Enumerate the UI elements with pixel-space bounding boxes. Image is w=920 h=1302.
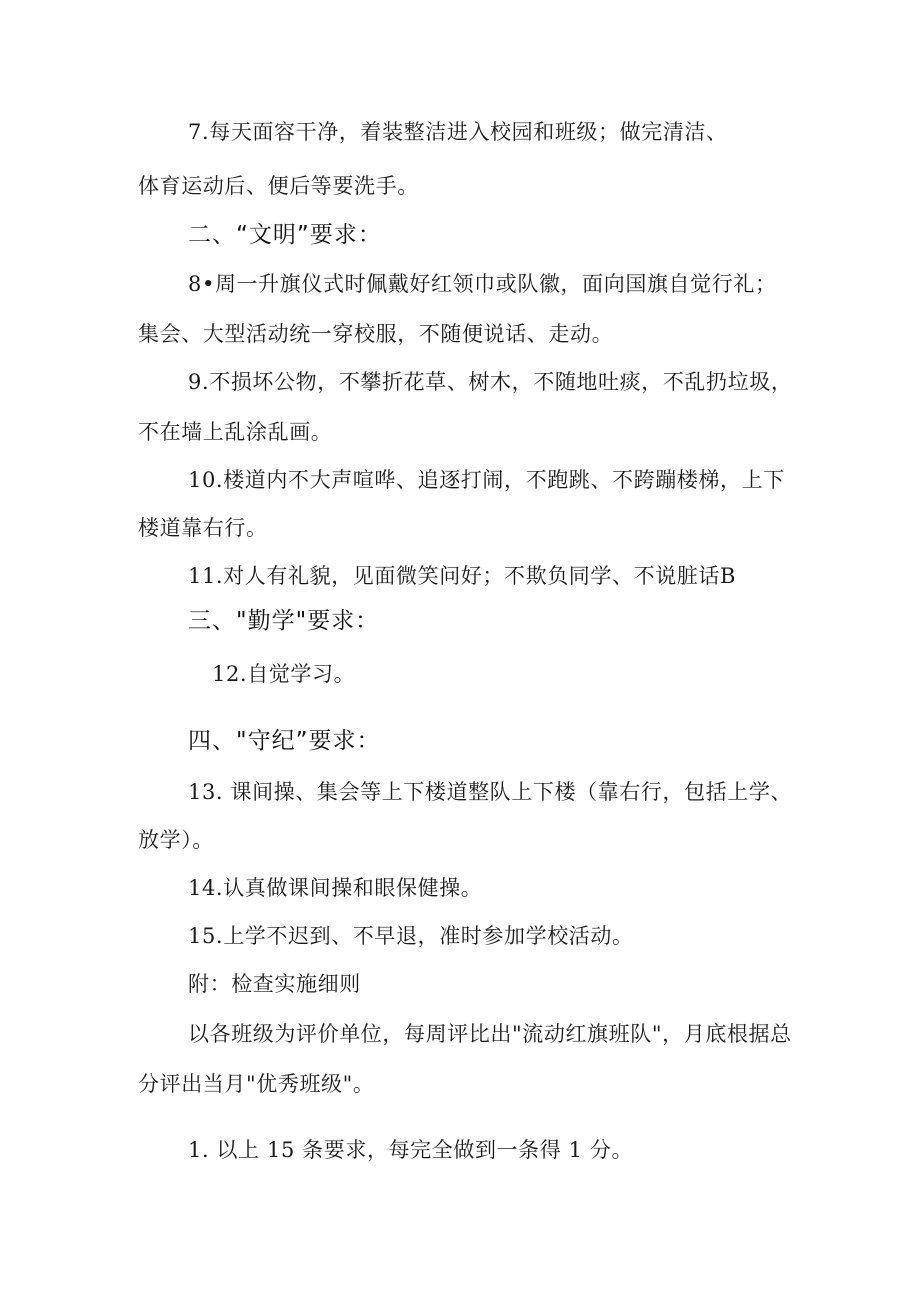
rule-10-line-2: 楼道靠右行。 — [138, 516, 268, 540]
rule-10-line-1: 10.楼道内不大声喧哗、追逐打闹，不跑跳、不跨蹦楼梯，上下 — [188, 468, 785, 492]
section-heading-civility: 二、“文明”要求： — [188, 222, 382, 248]
rule-7-line-1: 7.每天面容干净，着装整洁进入校园和班级；做完清洁、 — [188, 120, 728, 144]
appendix-paragraph-line-2: 分评出当月"优秀班级"。 — [138, 1072, 375, 1096]
section-heading-diligence: 三、"勤学"要求： — [188, 608, 380, 634]
scoring-item-1: 1. 以上 15 条要求，每完全做到一条得 1 分。 — [188, 1138, 634, 1162]
section-heading-discipline: 四、"守纪”要求： — [188, 728, 381, 754]
rule-15: 15.上学不迟到、不早退，准时参加学校活动。 — [188, 924, 634, 948]
rule-12: 12.自觉学习。 — [212, 662, 356, 686]
rule-13-line-1: 13. 课间操、集会等上下楼道整队上下楼（靠右行，包括上学、 — [188, 780, 793, 804]
rule-14: 14.认真做课间操和眼保健操。 — [188, 876, 483, 900]
rule-7-line-2: 体育运动后、便后等要洗手。 — [138, 174, 419, 198]
rule-11: 11.对人有礼貌，见面微笑问好；不欺负同学、不说脏话B — [188, 564, 737, 588]
appendix-title: 附：检查实施细则 — [188, 972, 361, 996]
rule-9-line-2: 不在墙上乱涂乱画。 — [138, 420, 333, 444]
rule-13-line-2: 放学）。 — [138, 828, 214, 852]
rule-8-line-2: 集会、大型活动统一穿校服，不随便说话、走动。 — [138, 322, 614, 346]
rule-9-line-1: 9.不损坏公物，不攀折花草、树木，不随地吐痰，不乱扔垃圾， — [188, 370, 793, 394]
rule-8-line-1: 8•周一升旗仪式时佩戴好红领巾或队徽，面向国旗自觉行礼； — [188, 272, 777, 296]
appendix-paragraph-line-1: 以各班级为评价单位，每周评比出"流动红旗班队"，月底根据总 — [188, 1022, 792, 1046]
